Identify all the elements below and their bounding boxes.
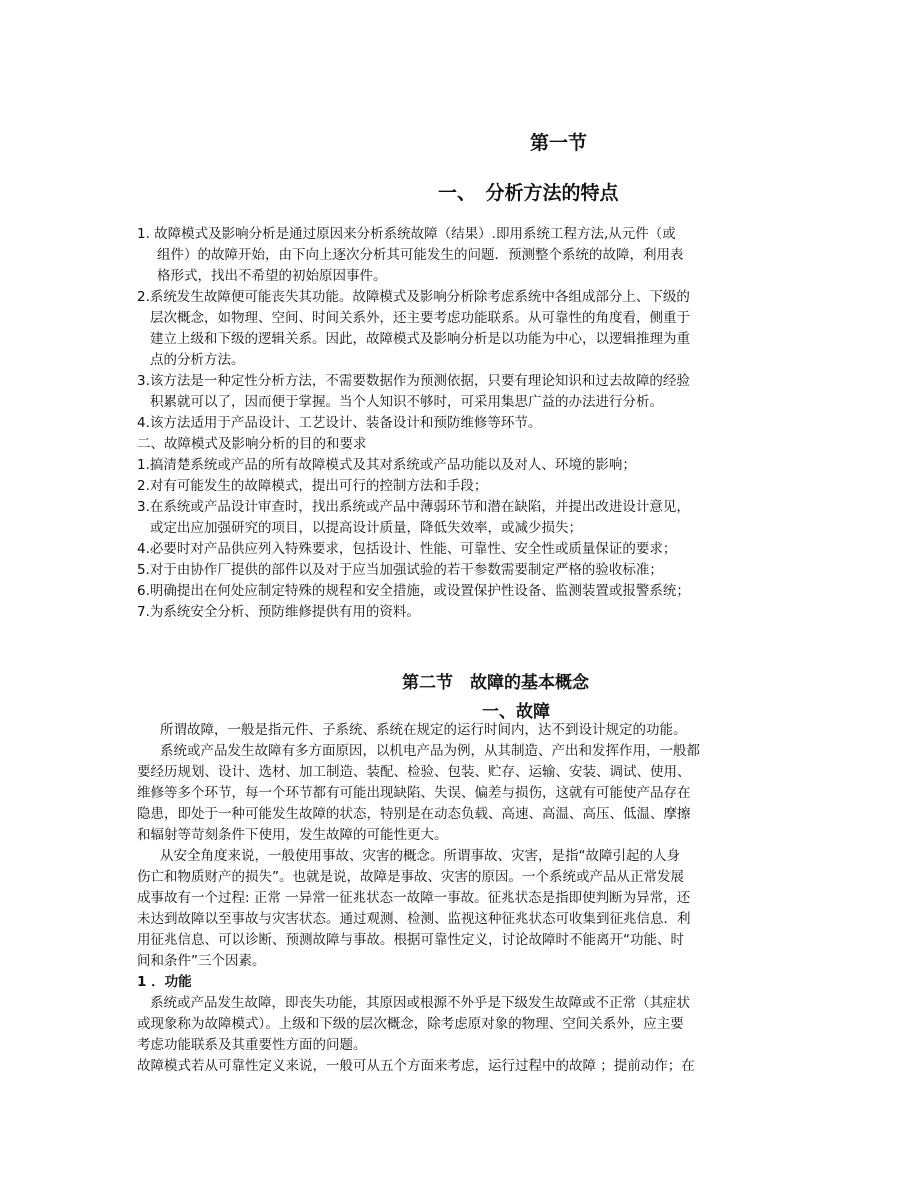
s2-para2-line5: 和辐射等苛刻条件下使用，发生故障的可能性更大。	[137, 827, 448, 843]
s2-para5: 故障模式若从可靠性定义来说，一般可从五个方面来考虑，运行过程中的故障 ；提前动作；在	[137, 1058, 695, 1074]
s1-list-item-7: 7.为系统安全分析、预防维修提供有用的资料。	[137, 604, 420, 620]
s1-p2-line1: 2.系统发生故障便可能丧失其功能。故障模式及影响分析除考虑系统中各组成部分上、下级的	[137, 289, 690, 305]
s2-para4-line2: 或现象称为故障模式）。上级和下级的层次概念，除考虑原对象的物理、空间关系外，应主要	[137, 1016, 684, 1032]
s2-para2-line1: 系统或产品发生故障有多方面原因，以机电产品为例，从其制造、产出和发挥作用，一般都	[160, 743, 700, 759]
s2-para4-line3: 考虑功能联系及其重要性方面的问题。	[137, 1037, 367, 1053]
s1-sub2-heading: 二、故障模式及影响分析的目的和要求	[137, 436, 367, 452]
s1-p2-line4: 点的分析方法。	[150, 352, 245, 368]
s1-p1-line1: 1. 故障模式及影响分析是通过原因来分析系统故障（结果）.即用系统工程方法,从元件（或	[137, 226, 676, 242]
s1-list-item-4: 4.必要时对产品供应列入特殊要求，包括设计、性能、可靠性、安全性或质量保证的要求；	[137, 541, 677, 557]
s1-p2-line3: 建立上级和下级的逻辑关系。因此，故障模式及影响分析是以功能为中心，以逻辑推理为重	[150, 331, 690, 347]
section1-subtitle: 一、 分析方法的特点	[438, 182, 619, 204]
s1-list-item-3-line1: 3.在系统或产品设计审查时，找出系统或产品中薄弱环节和潜在缺陷，并提出改进设计意见，	[137, 499, 690, 515]
section2-title: 第二节 故障的基本概念	[402, 673, 589, 693]
s2-para2-line3: 维修等多个环节，每一个环节都有可能出现缺陷、失误、偏差与损伤，这就有可能使产品存在	[137, 785, 691, 801]
s2-para2-line4: 隐患，即处于一种可能发生故障的状态，特别是在动态负载、高速、高温、高压、低温、摩擦	[137, 806, 691, 822]
s1-p1-line2: 组件）的故障开始，由下向上逐次分析其可能发生的问题．预测整个系统的故障，利用表	[157, 247, 684, 263]
s1-list-item-5: 5.对于由协作厂提供的部件以及对于应当加强试验的若干参数需要制定严格的验收标准；	[137, 562, 663, 578]
s1-p3-line2: 积累就可以了，因而便于掌握。当个人知识不够时，可采用集思广益的办法进行分析。	[150, 394, 663, 410]
s2-para3-line6: 间和条件”三个因素。	[137, 953, 266, 969]
s2-para3-line2: 伤亡和物质财产的损失”。也就是说，故障是事故、灾害的原因。一个系统或产品从正常发展	[137, 869, 684, 885]
s1-p1-line3: 格形式，找出不希望的初始原因事件。	[157, 268, 387, 284]
s2-para1: 所谓故障，一般是指元件、子系统、系统在规定的运行时间内，达不到设计规定的功能。	[160, 722, 687, 738]
s1-list-item-1: 1.搞清楚系统或产品的所有故障模式及其对系统或产品功能以及对人、环境的影响；	[137, 457, 636, 473]
s1-p2-line2: 层次概念，如物理、空间、时间关系外，还主要考虑功能联系。从可靠性的角度看，侧重于	[150, 310, 690, 326]
s2-para2-line2: 要经历规划、设计、选材、加工制造、装配、检验、包装、贮存、运输、安装、调试、使用、	[137, 764, 691, 780]
s1-list-item-3-line2: 或定出应加强研究的项目，以提高设计质量，降低失效率，或减少损失；	[150, 520, 582, 536]
s2-para3-line3: 成事故有一个过程: 正常 一异常一征兆状态一故障一事故。征兆状态是指即使判断为异常，还	[137, 890, 691, 906]
s1-list-item-6: 6.明确提出在何处应制定特殊的规程和安全措施，或设置保护性设备、监测装置或报警系统；	[137, 583, 690, 599]
section1-title: 第一节	[530, 132, 588, 154]
s1-list-item-2: 2.对有可能发生的故障模式，提出可行的控制方法和手段；	[137, 478, 488, 494]
s2-item-1-heading: 1 ．功能	[137, 974, 192, 990]
s2-para3-line4: 未达到故障以至事故与灾害状态。通过观测、检测、监视这种征兆状态可收集到征兆信息．利	[137, 911, 691, 927]
s1-p4: 4.该方法适用于产品设计、工艺设计、装备设计和预防维修等环节。	[137, 415, 542, 431]
s2-para3-line1: 从安全角度来说，一般使用事故、灾害的概念。所谓事故、灾害，是指“故障引起的人身	[160, 848, 680, 864]
s2-para4-line1: 系统或产品发生故障，即丧失功能，其原因或根源不外乎是下级发生故障或不正常（其症状	[150, 995, 690, 1011]
s2-para3-line5: 用征兆信息、可以诊断、预测故障与事故。根据可靠性定义，讨论故障时不能离开“功能、时	[137, 932, 684, 948]
section2-subtitle: 一、故障	[482, 702, 550, 722]
s1-p3-line1: 3.该方法是一种定性分析方法，不需要数据作为预测依据，只要有理论知识和过去故障的经验	[137, 373, 690, 389]
